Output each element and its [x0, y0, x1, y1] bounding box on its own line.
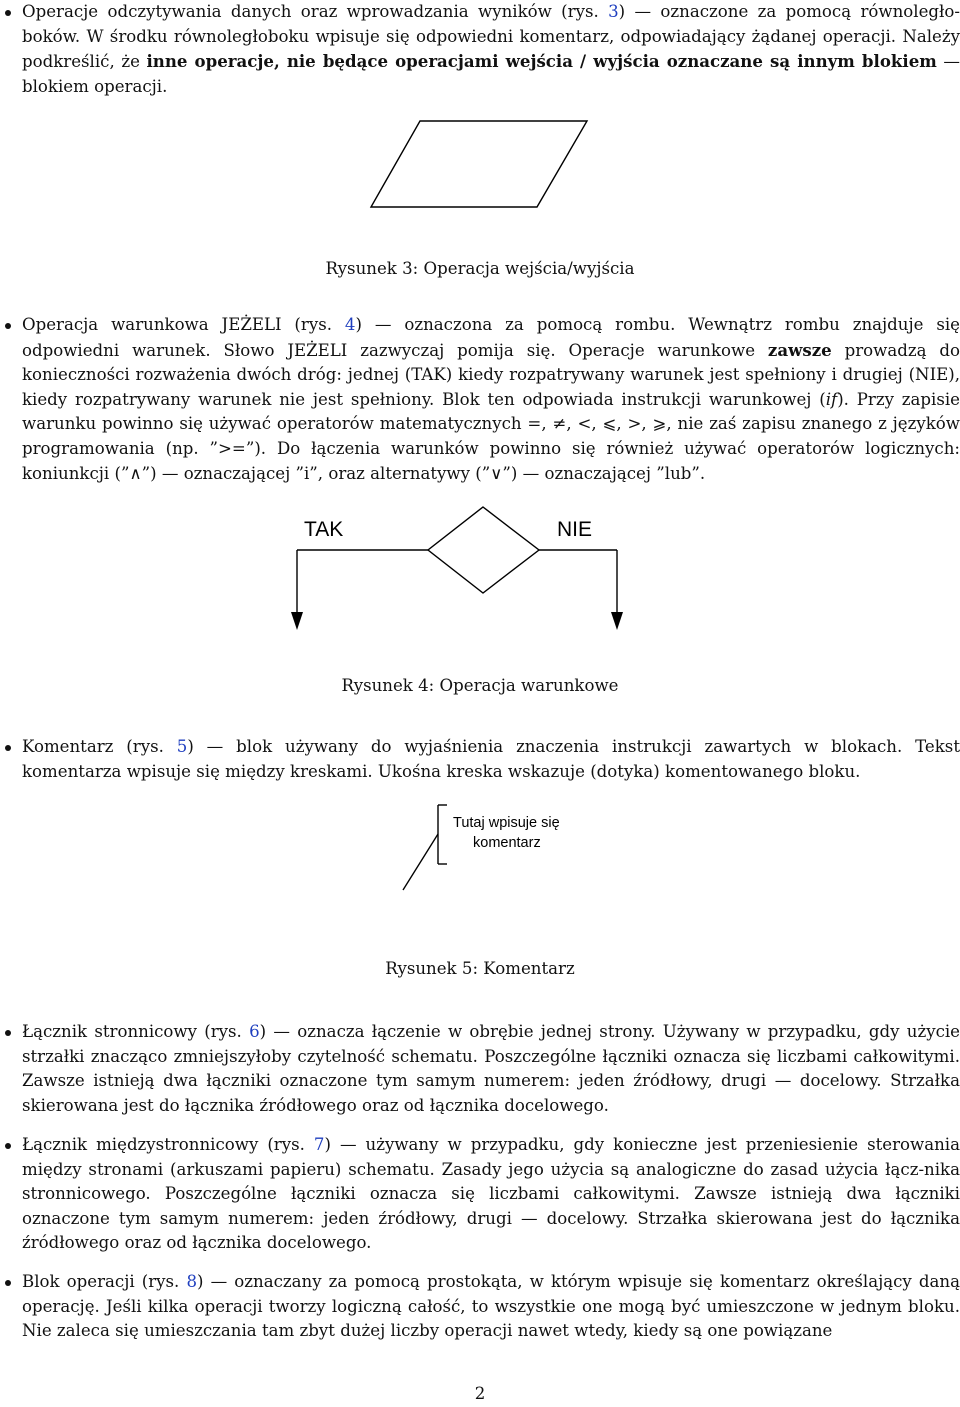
bullet-dot	[5, 1280, 11, 1286]
page-number: 2	[474, 1384, 486, 1403]
bullet-item-comment: Komentarz (rys. 5) — blok używany do wyjaśnienia znaczenia instrukcji zawartych w blokach. Tekst komentarza wpisuje się między kreskami. Ukośna kreska wskazuje (dotyka) komentowanego bloku.	[22, 735, 960, 784]
bullet-dot	[5, 10, 11, 16]
bullet-item-page-connector: Łącznik stronnicowy (rys. 6) — oznacza łączenie w obrębie jednej strony. Używany w przypadku, gdy użycie strzałki znacząco zmniejszyłoby czytelność schematu. Poszczególne łączniki oznacza się liczbami całkowitymi. Zawsze istnieją dwa łączniki oznaczone tym samym numerem: jeden źródłowy, drugi — docelowy. Strzałka skierowana jest do łącznika źródłowego oraz od łącznika docelowego.	[22, 1020, 960, 1118]
figure-ref-link[interactable]: 4	[344, 315, 356, 334]
comment-line-2: komentarz	[473, 835, 541, 851]
label-yes: TAK	[304, 518, 344, 541]
figure-ref-link[interactable]: 3	[608, 2, 619, 21]
comment-line-1: Tutaj wpisuje się	[453, 815, 560, 831]
figure-ref-link[interactable]: 7	[313, 1135, 325, 1154]
figure-comment	[395, 802, 595, 912]
bullet-item-io: Operacje odczytywania danych oraz wprowadzania wyników (rys. 3) — oznaczone za pomocą równoległo-boków. W środku równoległoboku wpisuje się odpowiedni komentarz, odpowiadający żądanej operacji. Należy podkreślić, że inne operacje, nie będące operacjami wejścia / wyjścia oznaczane są innym blokiem — blokiem operacji.	[22, 0, 960, 99]
label-no: NIE	[557, 518, 593, 541]
bullet-dot	[5, 1030, 11, 1036]
figure-diamond	[280, 500, 640, 635]
figure-caption: Rysunek 5: Komentarz	[385, 959, 575, 978]
figure-parallelogram	[370, 118, 590, 213]
figure-ref-link[interactable]: 6	[249, 1022, 260, 1041]
bullet-dot	[5, 323, 11, 329]
figure-caption: Rysunek 4: Operacja warunkowe	[341, 676, 619, 695]
bullet-dot	[5, 1143, 11, 1149]
bullet-item-interpage-connector: Łącznik międzystronnicowy (rys. 7) — używany w przypadku, gdy konieczne jest przeniesienie sterowania między stronami (arkuszami papieru) schematu. Zasady jego użycia są analogiczne do zasad użycia łącz-nika stronnicowego. Poszczególne łączniki oznacza się liczbami całkowitymi. Zawsze istnieją dwa łączniki oznaczone tym samym numerem: jeden źródłowy, drugi — docelowy. Strzałka skierowana jest do łącznika źródłowego oraz od łącznika docelowego.	[22, 1133, 960, 1256]
figure-ref-link[interactable]: 5	[176, 737, 188, 756]
bullet-dot	[5, 745, 11, 751]
bullet-item-operation-block: Blok operacji (rys. 8) — oznaczany za pomocą prostokąta, w którym wpisuje się komentarz określający daną operację. Jeśli kilka operacji tworzy logiczną całość, to wszystkie one mogą być umieszczone w jednym bloku. Nie zaleca się umieszczania tam zbyt dużej liczby operacji nawet wtedy, kiedy są one powiązane	[22, 1270, 960, 1344]
figure-caption: Rysunek 3: Operacja wejścia/wyjścia	[325, 259, 635, 278]
bullet-item-conditional: Operacja warunkowa JEŻELI (rys. 4) — oznaczona za pomocą rombu. Wewnątrz rombu znajduje się odpowiedni warunek. Słowo JEŻELI zazwyczaj pomija się. Operacje warunkowe zawsze prowadzą do konieczności rozważenia dwóch dróg: jednej (TAK) kiedy rozpatrywany warunek jest spełniony i drugiej (NIE), kiedy rozpatrywany warunek nie jest spełniony. Blok ten odpowiada instrukcji warunkowej (if). Przy zapisie warunku powinno się używać operatorów matematycznych =, ≠, <, ⩽, >, ⩾, nie zaś zapisu znanego z języków programowania (np. ”>=”). Do łączenia warunków powinno się również używać operatorów logicznych: koniunkcji (”∧”) — oznaczającej ”i”, oraz alternatywy (”∨”) — oznaczającej ”lub”.	[22, 313, 960, 486]
figure-ref-link[interactable]: 8	[186, 1272, 197, 1291]
